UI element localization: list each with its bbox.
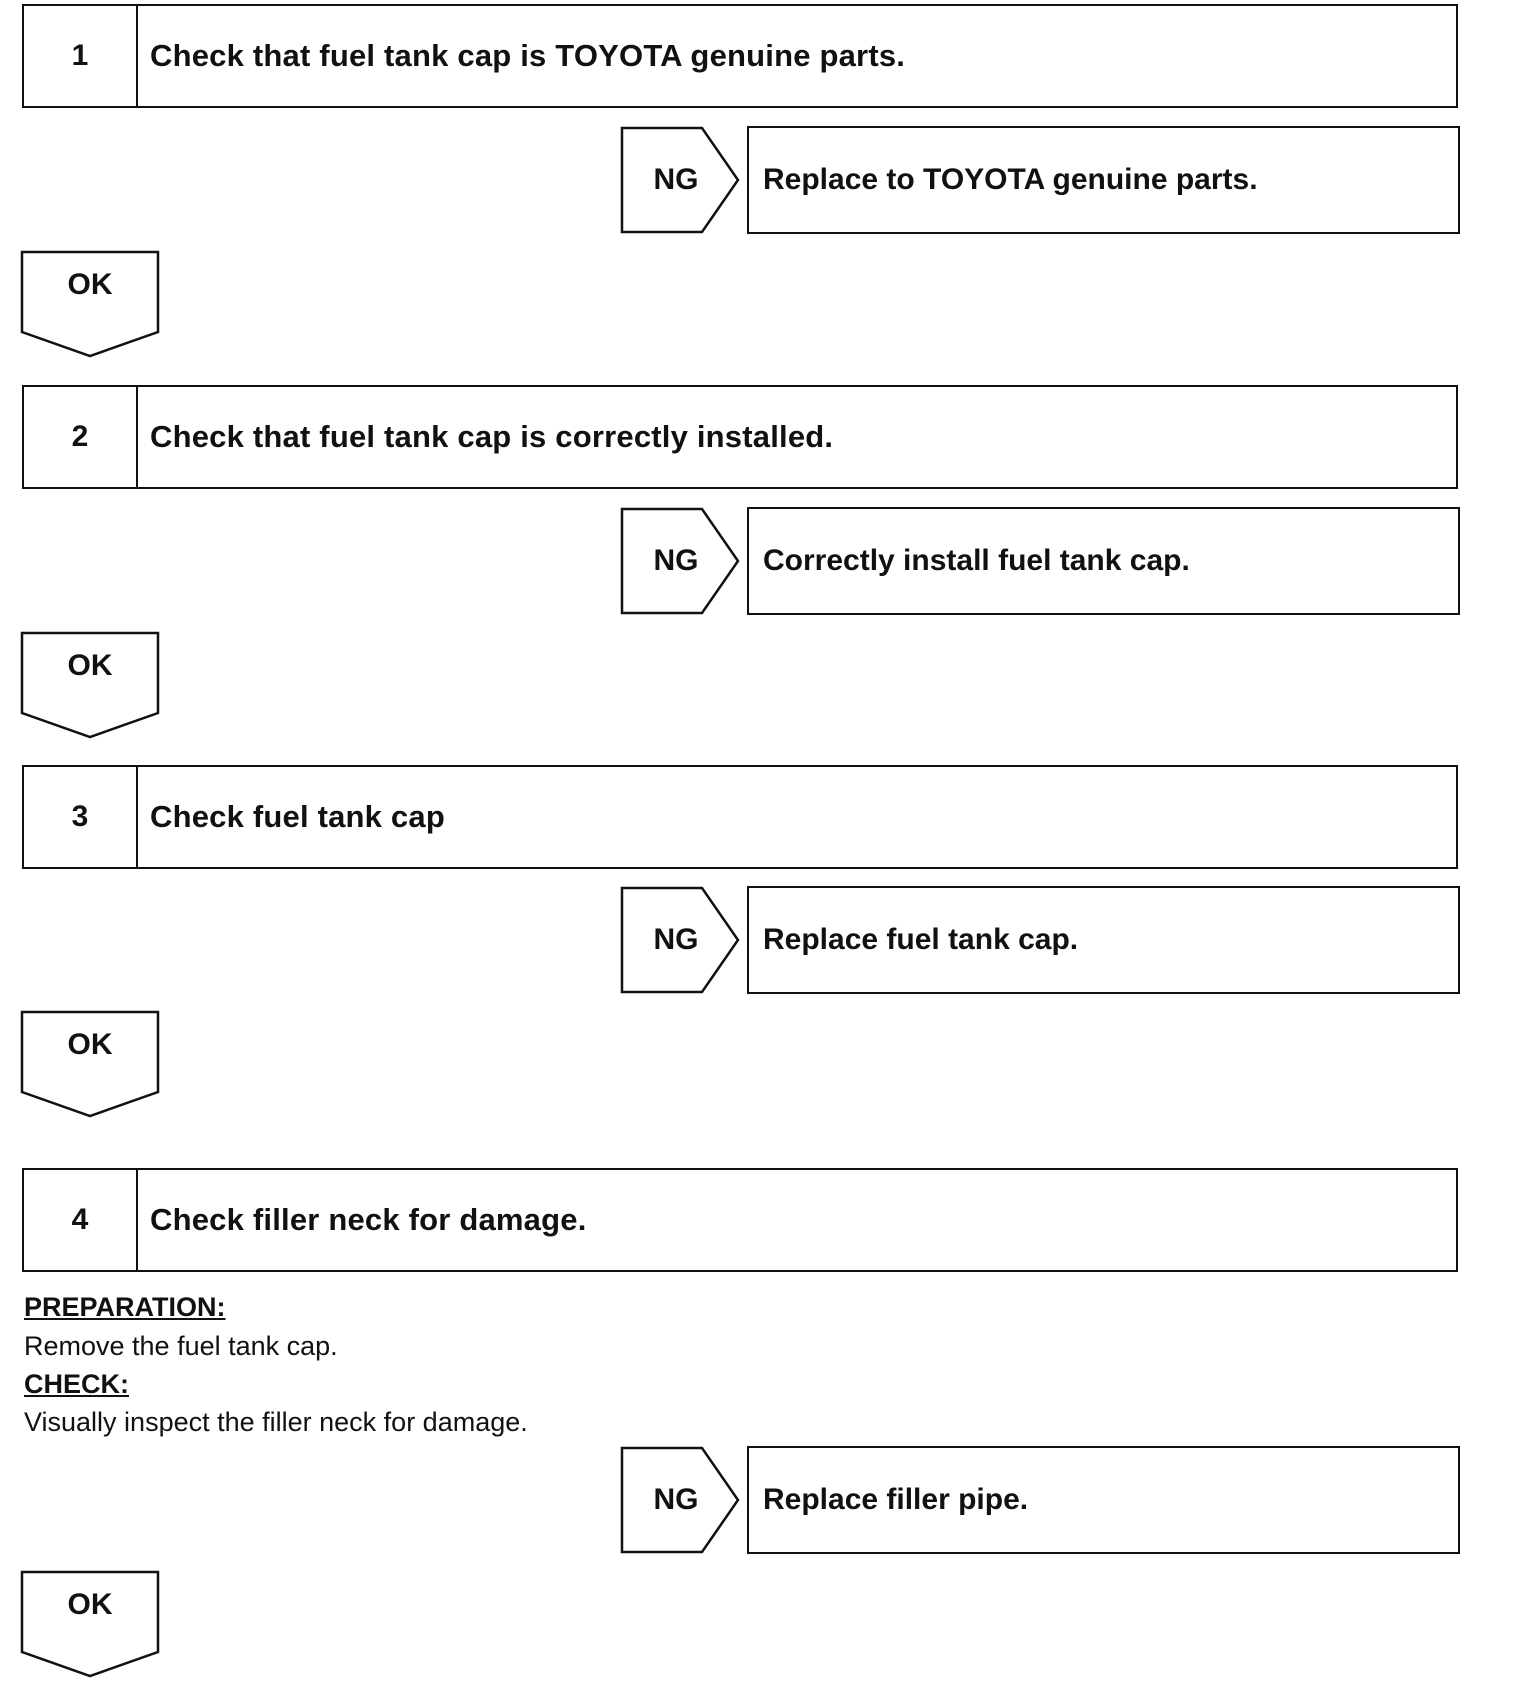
step-3-ng-action: Replace fuel tank cap.	[747, 886, 1460, 994]
step-3-ng-label: NG	[653, 923, 699, 956]
ok-down-arrow-icon	[20, 631, 162, 739]
step-1-ng-action: Replace to TOYOTA genuine parts.	[747, 126, 1460, 234]
step-1-title: Check that fuel tank cap is TOYOTA genuine parts.	[150, 38, 906, 73]
step-1-ok-label: OK	[67, 268, 113, 301]
ok-down-arrow-icon	[20, 1570, 162, 1678]
step-4-ng-label: NG	[653, 1483, 699, 1516]
step-2-ok-marker	[20, 631, 162, 739]
step-4-ng-action: Replace filler pipe.	[747, 1446, 1460, 1554]
step-1-box	[22, 4, 1458, 108]
ok-down-arrow-icon	[20, 250, 162, 358]
step-4-ng-branch	[620, 1446, 1460, 1554]
step-4-box	[22, 1168, 1458, 1272]
preparation-heading: PREPARATION:	[24, 1292, 226, 1322]
step-3-box	[22, 765, 1458, 869]
step-3-ng-branch	[620, 886, 1460, 994]
step-2-ng-label: NG	[653, 544, 699, 577]
step-3-ok-marker	[20, 1010, 162, 1118]
step-2-ng-action: Correctly install fuel tank cap.	[747, 507, 1460, 615]
step-1-ng-branch	[620, 126, 1460, 234]
step-3-number: 3	[24, 767, 138, 867]
check-text: Visually inspect the filler neck for damage.	[24, 1407, 528, 1437]
step-3-title: Check fuel tank cap	[150, 799, 445, 834]
step-2-number: 2	[24, 387, 138, 487]
step-2-ok-label: OK	[67, 649, 113, 682]
step-1-number: 1	[24, 6, 138, 106]
preparation-text: Remove the fuel tank cap.	[24, 1331, 338, 1361]
check-heading: CHECK:	[24, 1369, 129, 1399]
step-2-box	[22, 385, 1458, 489]
step-4-instructions	[24, 1288, 528, 1442]
step-3-ok-label: OK	[67, 1028, 113, 1061]
step-2-ng-branch	[620, 507, 1460, 615]
step-4-ok-marker	[20, 1570, 162, 1678]
step-4-ok-label: OK	[67, 1588, 113, 1621]
step-4-number: 4	[24, 1170, 138, 1270]
step-2-title: Check that fuel tank cap is correctly installed.	[150, 419, 834, 454]
step-1-ng-label: NG	[653, 163, 699, 196]
step-1-ok-marker	[20, 250, 162, 358]
step-4-title: Check filler neck for damage.	[150, 1202, 587, 1237]
ok-down-arrow-icon	[20, 1010, 162, 1118]
